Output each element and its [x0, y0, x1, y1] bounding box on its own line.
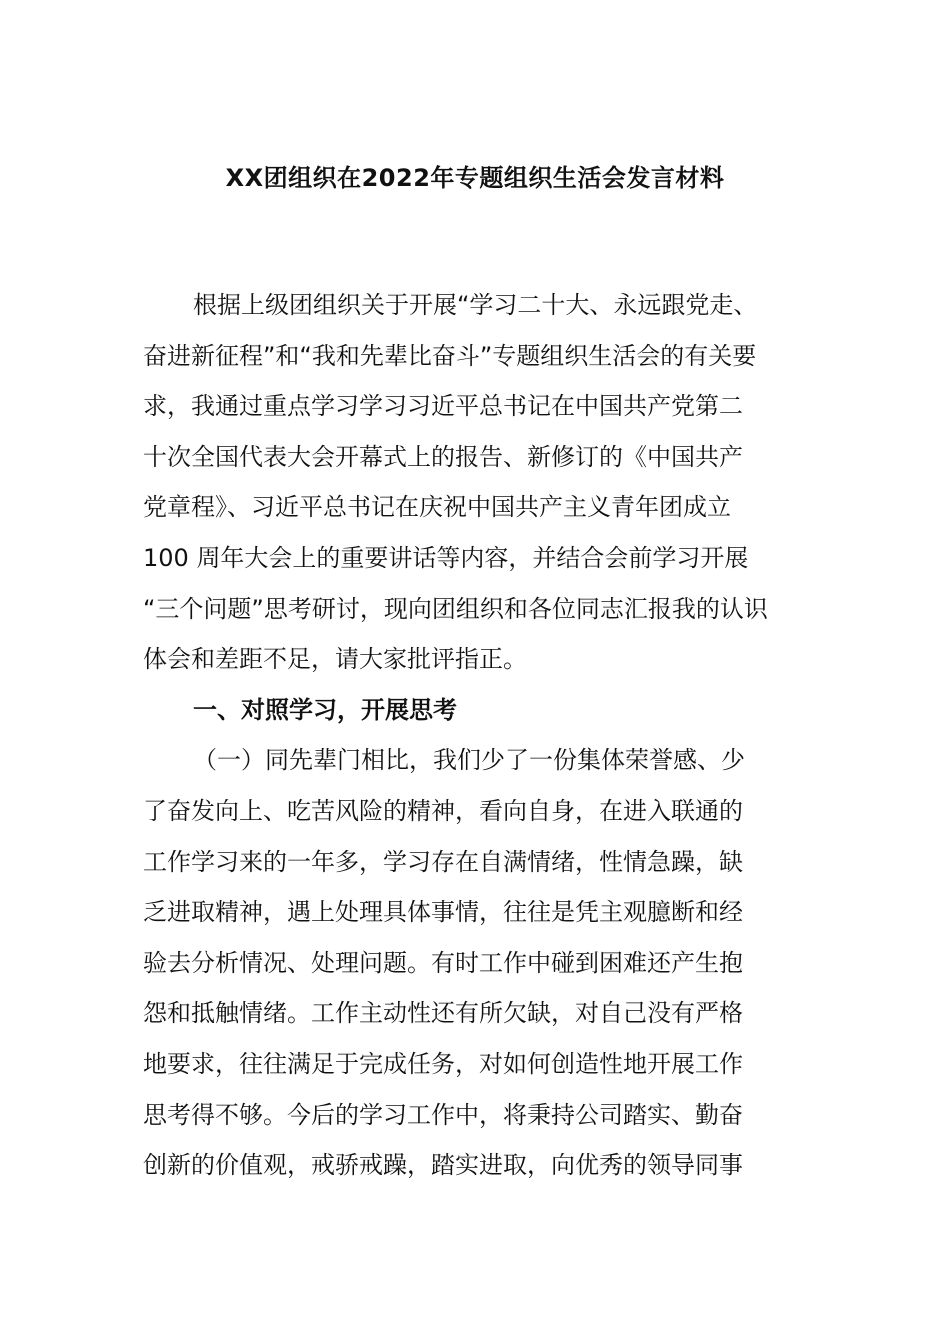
paragraph-line: 党章程》、习近平总书记在庆祝中国共产主义青年团成立: [143, 493, 731, 522]
paragraph-line: 了奋发向上、吃苦风险的精神，看向自身，在进入联通的: [143, 796, 743, 825]
document-title: XX团组织在2022年专题组织生活会发言材料: [225, 164, 725, 192]
paragraph-line: 奋进新征程”和“我和先辈比奋斗”专题组织生活会的有关要: [143, 341, 757, 370]
paragraph-line: 根据上级团组织关于开展“学习二十大、永远跟党走、: [193, 291, 758, 319]
paragraph-line: “三个问题”思考研讨，现向团组织和各位同志汇报我的认识: [143, 594, 768, 623]
paragraph-line: 地要求，往往满足于完成任务，对如何创造性地开展工作: [143, 1049, 743, 1078]
paragraph-line: 思考得不够。今后的学习工作中，将秉持公司踏实、勤奋: [143, 1100, 743, 1129]
paragraph-line: 十次全国代表大会开幕式上的报告、新修订的《中国共产: [143, 442, 743, 471]
section-heading: 一、对照学习，开展思考: [193, 695, 457, 724]
paragraph-line: 100 周年大会上的重要讲话等内容，并结合会前学习开展: [143, 543, 749, 572]
paragraph-line: 体会和差距不足，请大家批评指正。: [143, 645, 527, 674]
paragraph-line: 怨和抵触情绪。工作主动性还有所欠缺，对自己没有严格: [143, 999, 743, 1028]
paragraph-line: 乏进取精神，遇上处理具体事情，往往是凭主观臆断和经: [143, 898, 743, 927]
paragraph-line: 创新的价值观，戒骄戒躁，踏实进取，向优秀的领导同事: [143, 1151, 743, 1180]
paragraph-line: （一）同先辈门相比，我们少了一份集体荣誉感、少: [193, 746, 745, 775]
paragraph-line: 工作学习来的一年多，学习存在自满情绪，性情急躁，缺: [143, 847, 743, 876]
paragraph-line: 求，我通过重点学习学习习近平总书记在中国共产党第二: [143, 392, 743, 421]
paragraph-line: 验去分析情况、处理问题。有时工作中碰到困难还产生抱: [143, 948, 743, 977]
document-body: [143, 280, 807, 1191]
